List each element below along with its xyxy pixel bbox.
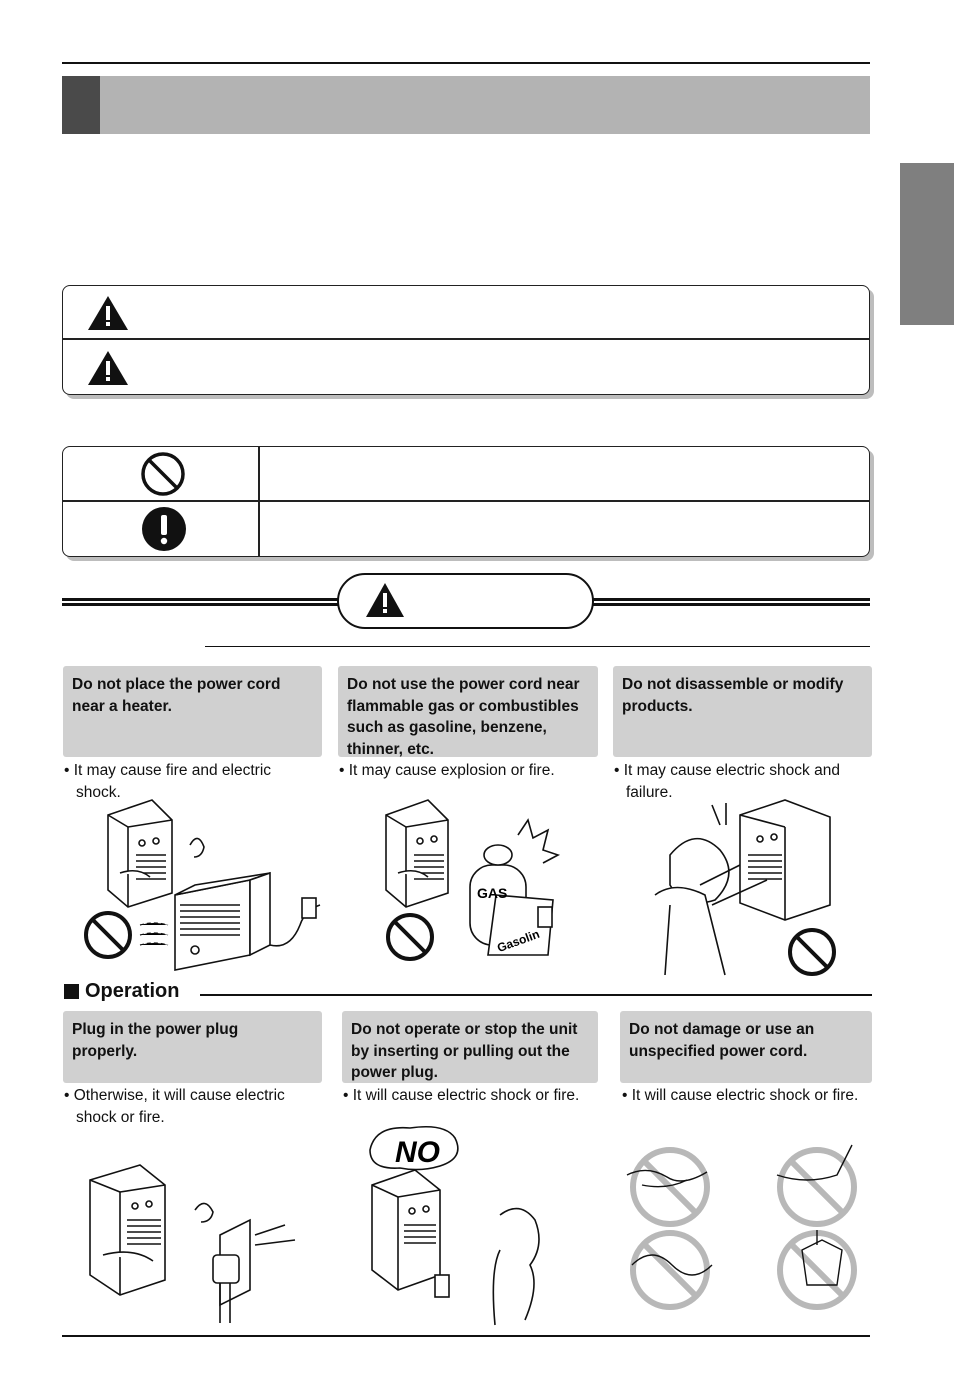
warning-triangle-icon [364,581,406,619]
symbol-legend-divider [62,500,870,502]
card-heading-line: such as gasoline, benzene, [347,719,547,736]
card-heading-line: Do not operate or stop the unit [351,1021,578,1038]
card-note-line: • It will cause electric shock or fire. [622,1087,859,1104]
card-note-line: • It may cause explosion or fire. [339,762,555,779]
card-heading-line: flammable gas or combustibles [347,697,579,715]
card-heading-line: properly. [72,1042,138,1060]
card-heading-flammable [338,666,598,757]
card-heading-plug-pull [342,1011,598,1083]
card-note-line: failure. [626,784,673,801]
card-note-plug-in [64,1085,324,1129]
no-plug-illustration [360,1125,560,1330]
side-tab [900,163,954,325]
card-note-line: shock or fire. [76,1109,165,1126]
warning-divider-right-1 [593,598,870,601]
prohibited-circle-icon [140,451,186,497]
card-heading-line: unspecified power cord. [629,1042,808,1060]
warning-legend-box [62,285,870,395]
card-heading-line: by inserting or pulling out the [351,1042,570,1060]
gasoline-label: Gasolin [495,926,542,956]
cord-damage-illustration [612,1130,874,1322]
card-heading-line: Do not disassemble or modify [622,676,844,693]
operation-rule [200,994,872,996]
card-note-line: • Otherwise, it will cause electric [64,1087,285,1104]
card-note-line: • It will cause electric shock or fire. [343,1087,580,1104]
gas-label: GAS [477,885,508,901]
warning-legend-divider [62,338,870,340]
heater-illustration [80,795,330,980]
card-heading-line: Plug in the power plug [72,1021,239,1038]
card-note-power-cord [622,1085,876,1107]
gas-illustration [378,795,568,975]
card-heading-line: Do not place the power cord [72,676,281,693]
symbol-legend-column-divider [258,447,260,556]
card-heading-plug-in [63,1011,322,1083]
section-header-bar [62,76,870,134]
section-header-accent [62,76,100,134]
card-heading-line: near a heater. [72,697,172,715]
top-rule [62,62,870,64]
warning-triangle-icon [86,294,130,332]
card-note-plug-pull [343,1085,603,1107]
card-heading-line: thinner, etc. [347,740,434,758]
plug-in-illustration [85,1160,305,1325]
card-note-line: • It may cause fire and electric [64,762,272,779]
card-heading-line: power plug. [351,1064,438,1081]
square-bullet-icon [64,984,79,999]
card-note-line: • It may cause electric shock and [614,762,840,779]
card-note-line: shock. [76,784,121,801]
no-speech-label: NO [395,1136,440,1169]
card-heading-disassemble [613,666,872,757]
operation-heading-text: Operation [85,980,180,1002]
warning-divider-left-2 [62,603,338,606]
card-heading-power-cord [620,1011,872,1083]
subsection-rule [205,646,870,647]
card-heading-line: Do not use the power cord near [347,676,580,693]
bottom-rule [62,1335,870,1337]
card-heading-line: Do not damage or use an [629,1021,815,1038]
warning-divider-left-1 [62,598,338,601]
card-heading-line: products. [622,697,693,715]
exclamation-circle-icon [141,506,187,552]
warning-triangle-icon [86,349,130,387]
card-heading-heater [63,666,322,757]
card-note-flammable [339,760,599,782]
disassemble-illustration [640,795,840,980]
warning-divider-right-2 [593,603,870,606]
operation-heading [64,980,185,1003]
